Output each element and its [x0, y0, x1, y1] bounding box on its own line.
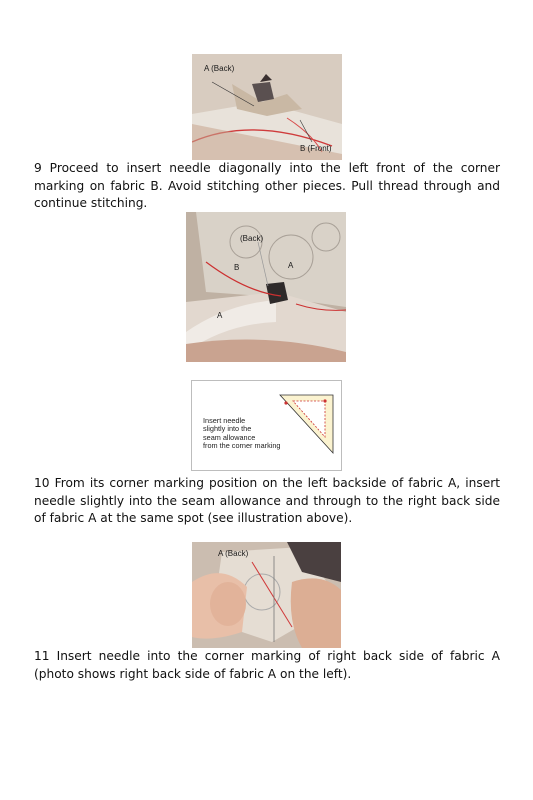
fabric-photo-3: [192, 542, 341, 648]
seam-allowance-diagram: [191, 380, 342, 471]
label-a-back: A (Back): [204, 64, 235, 73]
label-a-back-2: A (Back): [218, 549, 249, 558]
photo-step-11: [192, 542, 341, 648]
step-10-text: 10 From its corner marking position on the left backside of fabric A, insert needle slightly into the seam allowance and through to the right back side of fabric A at the same spot (see illustration above).: [34, 476, 500, 525]
label-a-bottom: A: [217, 311, 223, 320]
diagram-caption-line: Insert needle: [203, 416, 246, 425]
diagram-caption-line: seam allowance: [203, 432, 256, 442]
photo-step-9: [192, 54, 342, 160]
photo-step-9b: [186, 212, 346, 362]
label-b-front: B (Front): [300, 144, 332, 153]
label-back: (Back): [240, 234, 264, 243]
label-b: B: [234, 263, 240, 272]
diagram-caption-line: from the corner marking: [203, 440, 281, 450]
label-a-top: A: [288, 261, 294, 270]
diagram-caption: [203, 417, 313, 450]
fabric-photo-2: [186, 212, 346, 362]
step-11-text: 11 Insert needle into the corner marking of right back side of fabric A (photo shows right back side of fabric A on the left).: [34, 649, 500, 681]
step-9-text: 9 Proceed to insert needle diagonally into the left front of the corner marking on fabric B. Avoid stitching other pieces. Pull thread through and continue stitching.: [34, 161, 500, 210]
diagram-caption-line: slightly into the: [203, 424, 252, 434]
